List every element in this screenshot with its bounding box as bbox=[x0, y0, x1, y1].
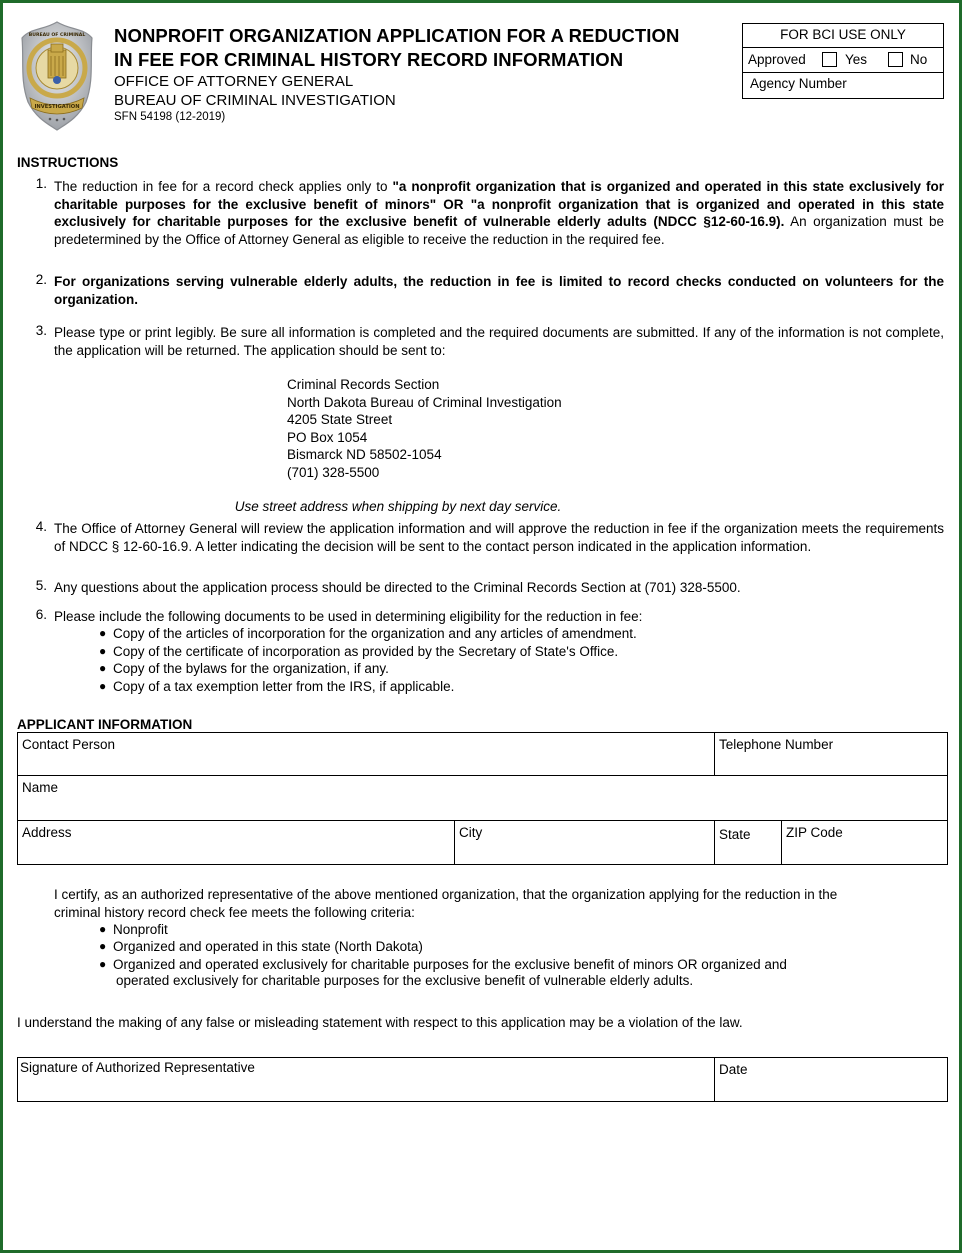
city-cell bbox=[455, 821, 715, 864]
instruction-number: 3. bbox=[35, 323, 47, 338]
instruction-6: Please include the following documents to be used in determining eligibility for the reduction in fee: bbox=[54, 609, 643, 624]
zip-input[interactable] bbox=[786, 841, 943, 861]
signature-table bbox=[17, 1057, 948, 1102]
instruction-number: 5. bbox=[35, 578, 47, 593]
bci-badge-logo bbox=[20, 20, 94, 132]
address-line: 4205 State Street bbox=[287, 412, 393, 428]
address-cell bbox=[18, 821, 455, 864]
instructions-heading: INSTRUCTIONS bbox=[17, 155, 119, 170]
bullet-icon: ● bbox=[99, 644, 107, 658]
name-cell bbox=[18, 776, 947, 821]
certification-intro bbox=[54, 886, 837, 921]
office-name: OFFICE OF ATTORNEY GENERAL bbox=[114, 73, 354, 90]
approved-yes-checkbox[interactable] bbox=[822, 52, 837, 67]
date-input[interactable] bbox=[719, 1078, 943, 1098]
agency-number-row bbox=[743, 72, 943, 98]
name-label: Name bbox=[22, 780, 59, 795]
approved-label: Approved bbox=[748, 52, 806, 67]
telephone-label: Telephone Number bbox=[719, 737, 834, 752]
issuing-office bbox=[114, 72, 396, 110]
address-label: Address bbox=[22, 825, 72, 840]
address-line: Bismarck ND 58502-1054 bbox=[287, 447, 442, 463]
mailing-address bbox=[287, 376, 562, 482]
form-title bbox=[114, 24, 679, 72]
contact-person-cell bbox=[18, 733, 715, 776]
agency-number-input[interactable] bbox=[848, 76, 942, 96]
city-input[interactable] bbox=[459, 841, 710, 861]
approved-no-checkbox[interactable] bbox=[888, 52, 903, 67]
applicant-heading: APPLICANT INFORMATION bbox=[17, 717, 193, 732]
applicant-table bbox=[17, 732, 948, 865]
bci-use-only-box bbox=[742, 23, 944, 99]
understanding-statement: I understand the making of any false or misleading statement with respect to this application may be a violation of the law. bbox=[17, 1015, 743, 1030]
contact-person-label: Contact Person bbox=[22, 737, 116, 752]
address-line: (701) 328-5500 bbox=[287, 464, 380, 480]
form-title-line2: IN FEE FOR CRIMINAL HISTORY RECORD INFORMATION bbox=[114, 49, 624, 70]
form-title-line1: NONPROFIT ORGANIZATION APPLICATION FOR A REDUCTION bbox=[114, 25, 680, 46]
svg-text:BUREAU OF CRIMINAL: BUREAU OF CRIMINAL bbox=[28, 33, 86, 38]
date-label: Date bbox=[719, 1062, 748, 1077]
bullet-icon: ● bbox=[99, 957, 107, 971]
telephone-input[interactable] bbox=[719, 752, 943, 772]
state-label: State bbox=[719, 827, 751, 842]
city-label: City bbox=[459, 825, 483, 840]
bullet-icon: ● bbox=[99, 679, 107, 693]
shipping-note: Use street address when shipping by next day service. bbox=[234, 499, 562, 514]
state-cell bbox=[715, 821, 782, 864]
approved-row bbox=[743, 47, 943, 73]
approved-no-label: No bbox=[910, 52, 928, 67]
instruction-1-tail: An organization must be predetermined by the Office of Attorney General as eligible to receive the reduction in the required fee. bbox=[54, 214, 944, 247]
certification-line: I certify, as an authorized representative of the above mentioned organization, that the organization applying for the reduction in the bbox=[54, 887, 838, 902]
bullet-icon: ● bbox=[99, 922, 107, 936]
bullet-icon: ● bbox=[99, 939, 107, 953]
instruction-1-emphasis: "a nonprofit organization that is organized and operated in this state exclusively for charitable purposes for the exclusive benefit of minors" OR "a nonprofit organization that is organized and operated in this state exclusively for charitable purposes for the exclusive benefit of vulnerable elderly adults (NDCC §12-60-16.9). bbox=[54, 179, 944, 229]
agency-number-label: Agency Number bbox=[750, 76, 847, 91]
bci-heading: FOR BCI USE ONLY bbox=[743, 24, 943, 48]
instruction-number: 2. bbox=[35, 272, 47, 287]
instruction-1 bbox=[54, 178, 944, 248]
form-number: SFN 54198 (12-2019) bbox=[114, 111, 226, 123]
telephone-cell bbox=[715, 733, 947, 776]
name-input[interactable] bbox=[22, 797, 943, 817]
approved-yes-label: Yes bbox=[845, 52, 868, 67]
address-input[interactable] bbox=[22, 841, 450, 861]
form-page: INVESTIGATION BUREAU OF CRIMINAL NONPROFIT ORGANIZATION APPLICATION FOR A REDUCTION IN FEE FOR CRIMINAL HISTORY RECORD INFORMATION OFFICE OF ATTORNEY GENERAL BUREAU OF CRIMINAL INVESTIGATION SFN 54198 (12-2019) FOR BCI USE ONLY Approved Yes No Agency Number INSTRUCTIONS 1. The reduction in fee for a record check applies only to "a nonprofit organization that is organized and operated in this state exclusively for charitable purposes for the exclusive benefit of minors" OR "a nonprofit organization that is organized and operated in this state exclusively for charitable purposes for the exclusive benefit of vulnerable elderly adults (NDCC §12-60-16.9). An organization must be predetermined by the Office of Attorney General as eligible to receive the reduction in the required fee. 2. For organizations serving vulnerable elderly adults, the reduction in fee is limited to record checks conducted on volunteers for the organization. 3. Please type or print legibly. Be sure all information is completed and the required documents are submitted. If any of the information is not complete, the application will be returned. The application should be sent to: Criminal Records Section North Dakota Bureau of Criminal Investigation 4205 State Street PO Box 1054 Bismarck ND 58502-1054 (701) 328-5500 Use street address when shipping by next day service. 4. The Office of Attorney General will review the application information and will approve the reduction in fee if the organization meets the requirements of NDCC § 12-60-16.9. A letter indicating the decision will be sent to the contact person indicated in the application information. 5. Any questions about the application process should be directed to the Criminal Records Section at (701) 328-5500. 6. Please include the following documents to be used in determining eligibility for the reduction in fee: ● Copy of the articles of incorporation for the organization and any articles of amendment. ● Copy of the certificate of incorporation as provided by the Secretary of State's Office. ● Copy of the bylaws for the organization, if any. ● Copy of a tax exemption letter from the IRS, if applicable. APPLICANT INFORMATION Contact Person Telephone Number Name Address City State ZIP Code I certify, as an authorized representative of the above mentioned organization, that the organization applying for the reduction in the criminal history record check fee meets the following criteria: ● Nonprofit ● Organized and operated in this state (North Dakota) ● Organized and operated exclusively for charitable purposes for the exclusive benefit of minors OR organized and operated exclusively for charitable purposes for the exclusive benefit of vulnerable elderly adults. I understand the making of any false or misleading statement with respect to this application may be a violation of the law. Signature of Authorized Representative Date bbox=[0, 0, 962, 1253]
bullet-icon: ● bbox=[99, 626, 107, 640]
instruction-1-text: The reduction in fee for a record check applies only to bbox=[54, 179, 393, 194]
instruction-number: 6. bbox=[35, 607, 47, 622]
instruction-3: Please type or print legibly. Be sure all information is completed and the required documents are submitted. If any of the information is not complete, the application will be returned. The application should be sent to: bbox=[54, 325, 944, 358]
address-line: Criminal Records Section bbox=[287, 377, 440, 392]
svg-text:INVESTIGATION: INVESTIGATION bbox=[34, 104, 80, 110]
zip-label: ZIP Code bbox=[786, 825, 843, 840]
instruction-5: Any questions about the application process should be directed to the Criminal Records Section at (701) 328-5500. bbox=[54, 580, 741, 595]
contact-person-input[interactable] bbox=[22, 752, 710, 772]
zip-cell bbox=[782, 821, 947, 864]
instruction-number: 1. bbox=[35, 176, 47, 191]
instruction-4: The Office of Attorney General will review the application information and will approve the reduction in fee if the organization meets the requirements of NDCC § 12-60-16.9. A letter indicating the decision will be sent to the contact person indicated in the application information. bbox=[54, 521, 944, 554]
certification-line: criminal history record check fee meets the following criteria: bbox=[54, 904, 415, 920]
bullet-icon: ● bbox=[99, 661, 107, 675]
instruction-number: 4. bbox=[35, 519, 47, 534]
instruction-2 bbox=[54, 273, 944, 308]
state-input[interactable] bbox=[719, 841, 777, 861]
address-line: PO Box 1054 bbox=[287, 429, 368, 445]
signature-input[interactable] bbox=[22, 1078, 710, 1098]
address-line: North Dakota Bureau of Criminal Investigation bbox=[287, 394, 562, 410]
signature-cell bbox=[18, 1058, 715, 1101]
instruction-2-text: For organizations serving vulnerable elderly adults, the reduction in fee is limited to record checks conducted on volunteers for the organization. bbox=[54, 274, 944, 307]
bureau-name: BUREAU OF CRIMINAL INVESTIGATION bbox=[114, 92, 396, 109]
signature-label: Signature of Authorized Representative bbox=[20, 1060, 255, 1075]
date-cell bbox=[715, 1058, 947, 1101]
criteria-continuation: operated exclusively for charitable purposes for the exclusive benefit of vulnerable elderly adults. bbox=[116, 973, 694, 988]
